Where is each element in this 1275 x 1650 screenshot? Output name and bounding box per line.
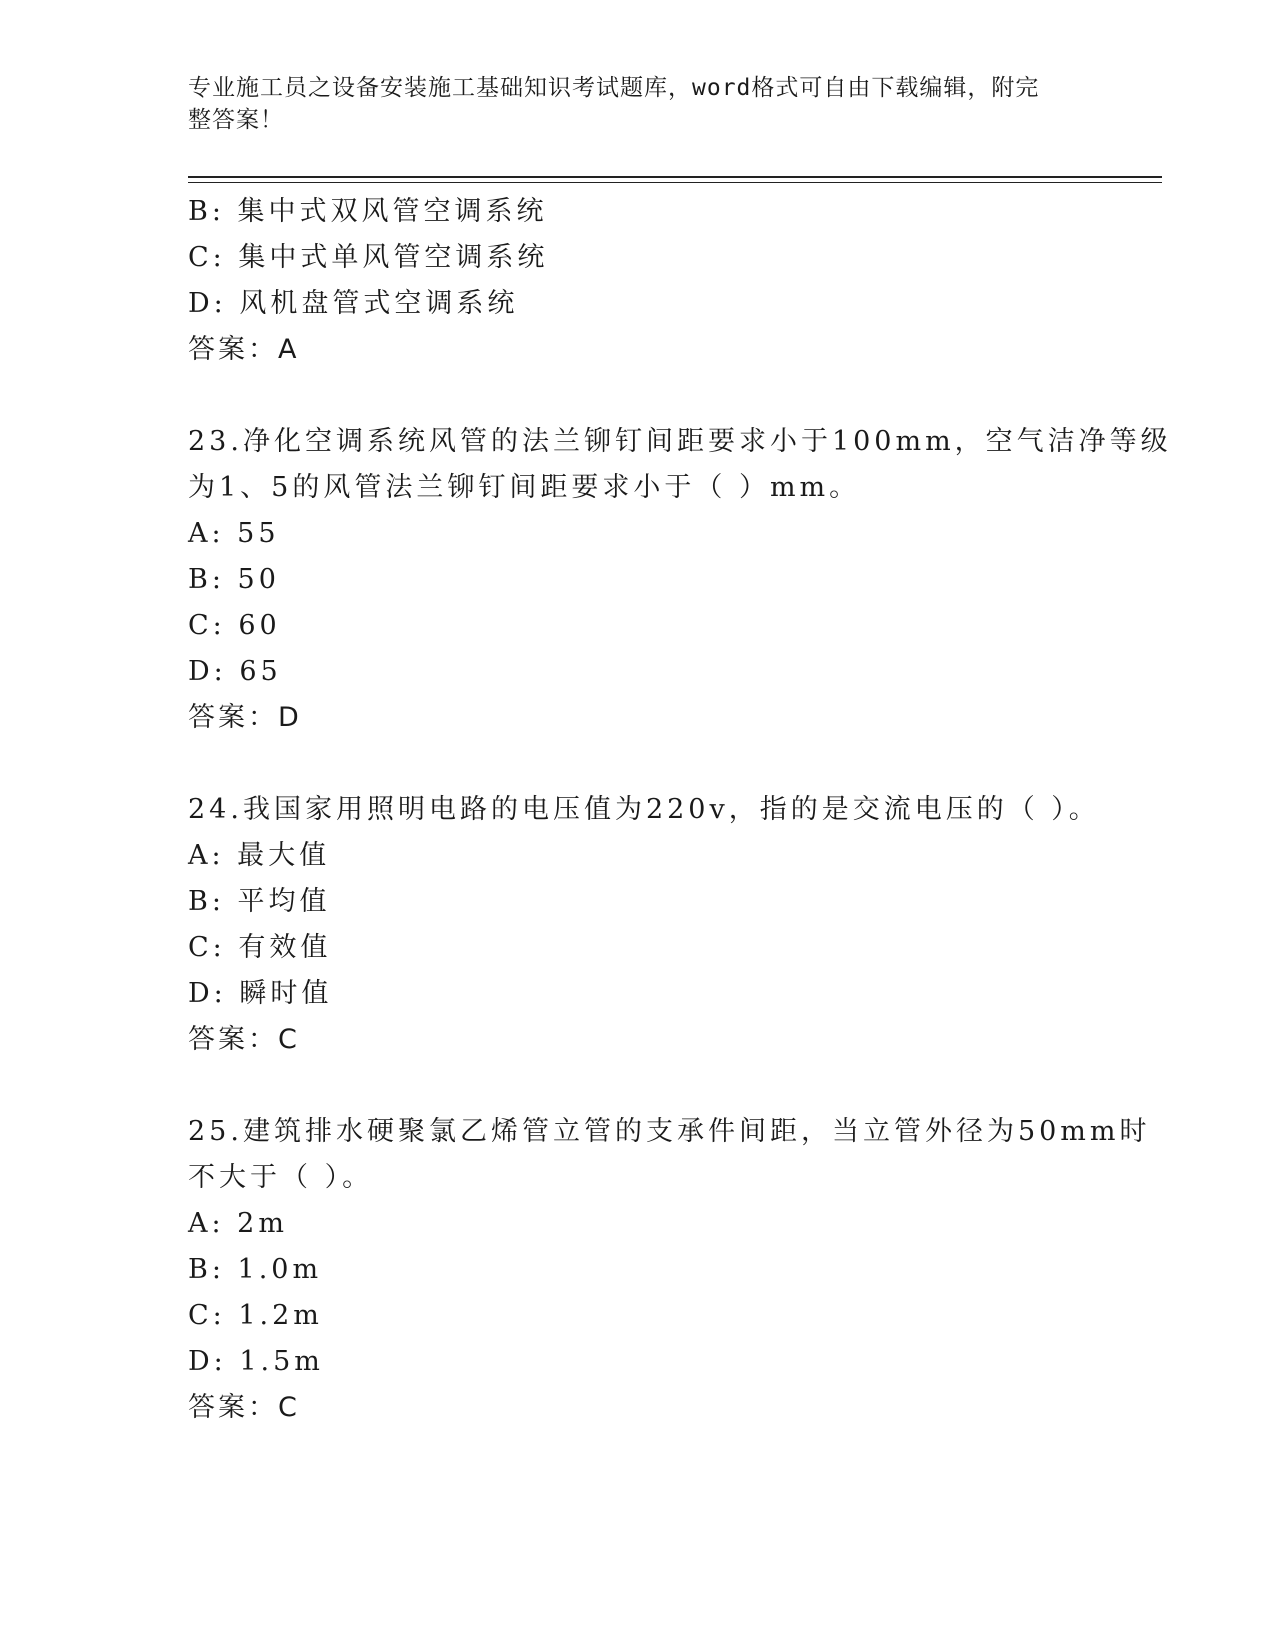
option-c: C: 1.2m xyxy=(188,1300,323,1331)
answer-label: 答案：A xyxy=(188,334,300,365)
answer-label: 答案：C xyxy=(188,1392,300,1423)
document-header xyxy=(188,72,1088,136)
option-d: D: 风机盘管式空调系统 xyxy=(188,288,519,319)
question-text-line-1: 24.我国家用照明电路的电压值为220v，指的是交流电压的（ ）。 xyxy=(188,794,1100,825)
header-title-line-2: 整答案！ xyxy=(188,107,284,133)
option-b: B: 1.0m xyxy=(188,1254,323,1285)
option-c: C: 有效值 xyxy=(188,932,332,963)
option-b: B: 50 xyxy=(188,564,280,595)
answer-label: 答案：C xyxy=(188,1024,300,1055)
option-d: D: 65 xyxy=(188,656,282,687)
option-b: B: 集中式双风管空调系统 xyxy=(188,196,548,227)
question-24 xyxy=(188,787,1100,1063)
question-25 xyxy=(188,1109,1151,1431)
option-d: D: 1.5m xyxy=(188,1346,324,1377)
option-c: C: 集中式单风管空调系统 xyxy=(188,242,549,273)
question-22-tail xyxy=(188,189,1088,373)
option-a: A: 2m xyxy=(188,1208,288,1239)
question-text-line-1: 25.建筑排水硬聚氯乙烯管立管的支承件间距，当立管外径为50mm时 xyxy=(188,1116,1151,1147)
question-23 xyxy=(188,419,1172,741)
question-list xyxy=(188,189,1172,1431)
option-d: D: 瞬时值 xyxy=(188,978,333,1009)
option-c: C: 60 xyxy=(188,610,281,641)
header-divider-thick xyxy=(188,176,1162,178)
header-title-line-1: 专业施工员之设备安装施工基础知识考试题库，word格式可自由下载编辑，附完 xyxy=(188,75,1040,101)
option-a: A: 最大值 xyxy=(188,840,331,871)
option-b: B: 平均值 xyxy=(188,886,331,917)
question-text-line-1: 23.净化空调系统风管的法兰铆钉间距要求小于100mm，空气洁净等级 xyxy=(188,426,1172,457)
question-text-line-2: 为1、5的风管法兰铆钉间距要求小于（ ）mm。 xyxy=(188,472,861,503)
question-spacer xyxy=(188,373,1088,419)
question-text-line-2: 不大于（ ）。 xyxy=(188,1162,374,1193)
header-divider-thin xyxy=(188,182,1162,183)
answer-label: 答案：D xyxy=(188,702,302,733)
question-spacer xyxy=(188,1063,1088,1109)
question-spacer xyxy=(188,741,1088,787)
option-a: A: 55 xyxy=(188,518,280,549)
